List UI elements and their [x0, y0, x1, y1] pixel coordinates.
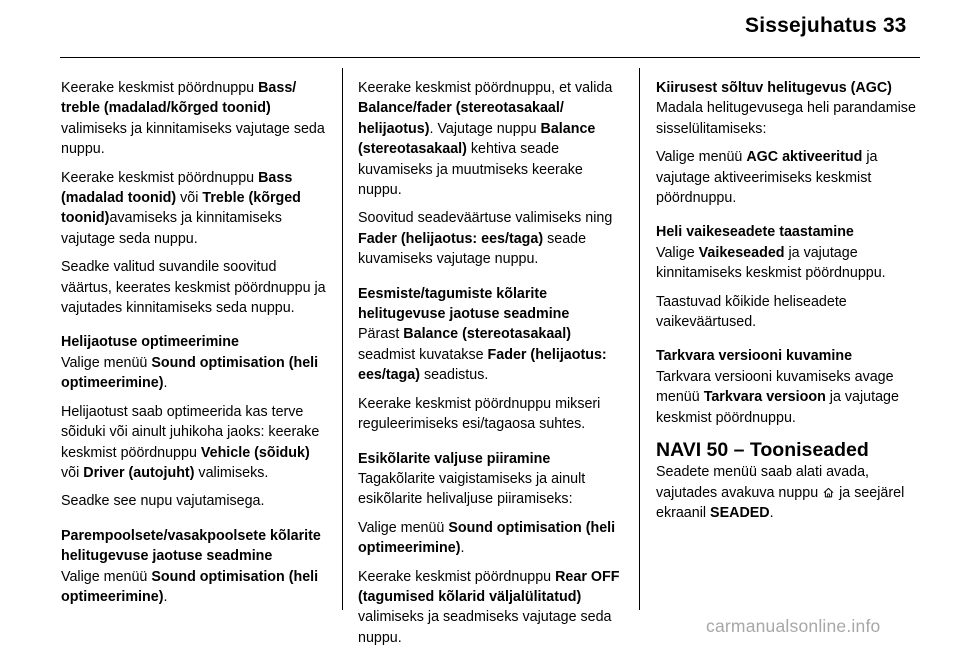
column-1 — [61, 78, 329, 615]
paragraph: Seadke see nupu vajutamisega. — [61, 493, 265, 510]
paragraph: Keerake keskmist pöördnuppu Rear OFF (tagumised kõlarid väljalülitatud) valimiseks ja seadmiseks vajutage seda nuppu. — [358, 568, 620, 646]
paragraph: Seadete menüü saab alati avada, vajutades avakuva nuppu ja seejärel ekraanil SEADED. — [656, 464, 905, 521]
paragraph: Tagakõlarite vaigistamiseks ja ainult esikõlarite helivaljuse piiramiseks: — [358, 470, 586, 508]
header-divider — [60, 57, 920, 58]
paragraph: Keerake keskmist pöördnuppu mikseri reguleerimiseks esi/tagaosa suhtes. — [358, 395, 601, 433]
paragraph: Valige Vaikeseaded ja vajutage kinnitamiseks keskmist pöördnuppu. — [656, 244, 886, 282]
paragraph: Keerake keskmist pöördnuppu Bass/ treble (madalad/kõrged toonid) valimiseks ja kinnitamiseks vajutage seda nuppu. — [61, 80, 325, 158]
section-heading: Esikõlarite valjuse piiramine — [358, 450, 551, 467]
page-header-title: Sissejuhatus — [745, 14, 877, 37]
section-heading: Heli vaikeseadete taastamine — [656, 224, 854, 241]
paragraph: Helijaotust saab optimeerida kas terve sõiduki või ainult juhikoha jaoks: keerake keskmist pöördnuppu Vehicle (sõiduk) või Driver (autojuht) valimiseks. — [61, 403, 320, 481]
section-heading: Parempoolsete/vasakpoolsete kõlarite helitugevuse jaotuse seadmine — [61, 527, 321, 565]
page-number: 33 — [883, 14, 907, 37]
watermark: carmanualsonline.info — [706, 616, 881, 636]
paragraph: Tarkvara versiooni kuvamiseks avage menüü Tarkvara versioon ja vajutage keskmist pöördnuppu. — [656, 368, 899, 426]
chapter-heading: NAVI 50 – Tooniseaded — [656, 439, 869, 462]
paragraph: Keerake keskmist pöördnuppu Bass (madalad toonid) või Treble (kõrged toonid)avamiseks ja kinnitamiseks vajutage seda nuppu. — [61, 169, 301, 247]
paragraph: Soovitud seadeväärtuse valimiseks ning Fader (helijaotus: ees/taga) seade kuvamiseks vajutage nuppu. — [358, 210, 613, 268]
paragraph: Seadke valitud suvandile soovitud väärtus, keerates keskmist pöördnuppu ja vajutades kinnitamiseks seda nuppu. — [61, 259, 326, 317]
paragraph: Valige menüü AGC aktiveeritud ja vajutage aktiveerimiseks keskmist pöördnuppu. — [656, 149, 878, 207]
section-heading: Tarkvara versiooni kuvamine — [656, 348, 853, 365]
paragraph: Valige menüü Sound optimisation (heli optimeerimine). — [358, 519, 616, 557]
section-heading: Eesmiste/tagumiste kõlarite helitugevuse jaotuse seadmine — [358, 285, 570, 323]
paragraph: Madala helitugevusega heli parandamise sisselülitamiseks: — [656, 100, 916, 137]
paragraph: Pärast Balance (stereotasakaal) seadmist kuvatakse Fader (helijaotus: ees/taga) seadistus. — [358, 326, 607, 384]
column-2 — [358, 78, 630, 656]
column-3 — [656, 78, 926, 531]
paragraph: Keerake keskmist pöördnuppu, et valida Balance/fader (stereotasakaal/ helijaotus). Vajutage nuppu Balance (stereotasakaal) kehtiva seade kuvamiseks ja muutmiseks keerake nuppu. — [358, 80, 613, 199]
home-icon — [823, 487, 834, 498]
paragraph: Valige menüü Sound optimisation (heli optimeerimine). — [61, 568, 319, 605]
paragraph: Taastuvad kõikide heliseadete vaikeväärtused. — [656, 293, 847, 331]
column-divider-1 — [342, 68, 343, 610]
column-divider-2 — [639, 68, 640, 610]
section-heading: Kiirusest sõltuv helitugevus (AGC) — [656, 80, 892, 96]
section-heading: Helijaotuse optimeerimine — [61, 334, 239, 351]
paragraph: Valige menüü Sound optimisation (heli optimeerimine). — [61, 354, 319, 392]
